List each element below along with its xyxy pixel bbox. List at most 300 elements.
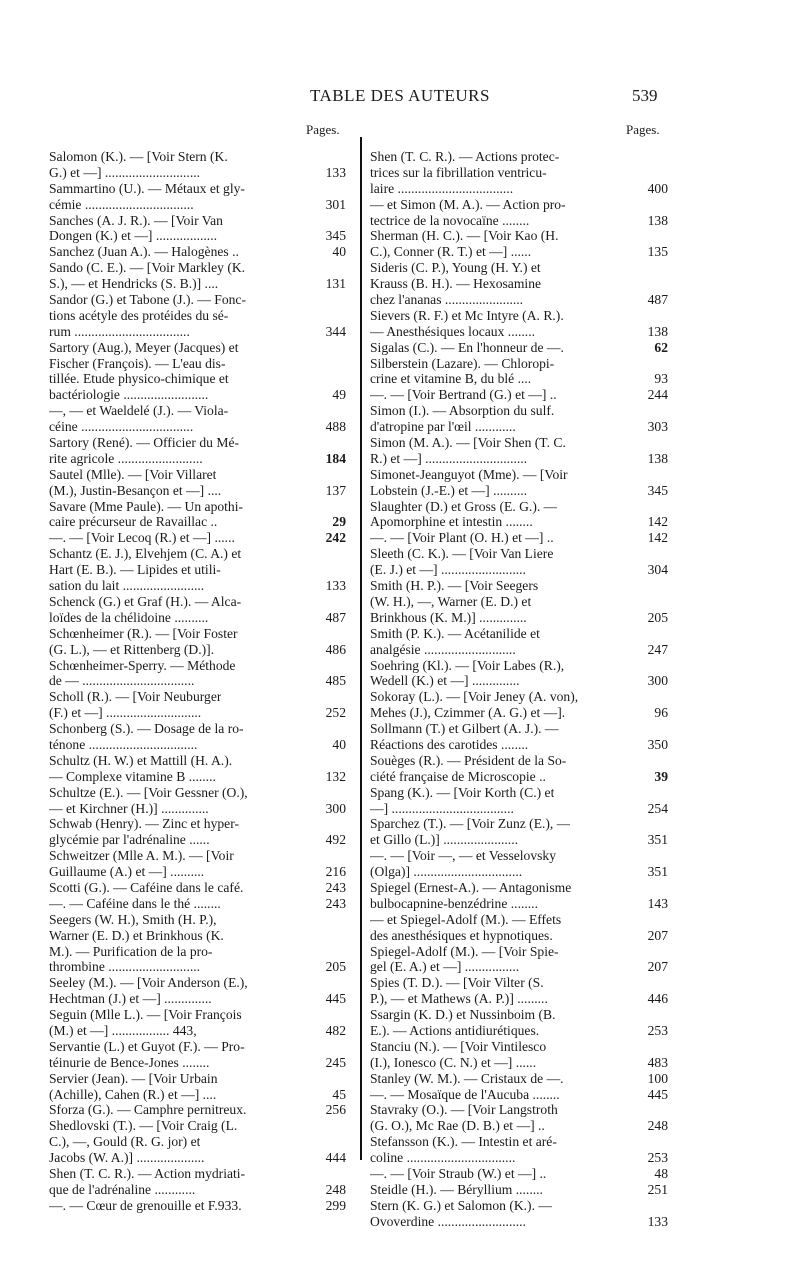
entry-text: Schenck (G.) et Graf (H.). — Alca- (49, 593, 242, 609)
index-entry-line (49, 1182, 346, 1198)
entry-text: Schultz (H. W.) et Mattill (H. A.). (49, 752, 233, 768)
entry-text: (M.) et —] ................. 443, (49, 1022, 197, 1038)
entry-page: 485 (325, 673, 346, 689)
index-entry-line (370, 546, 668, 562)
entry-text: P.), — et Mathews (A. P.)] ......... (370, 991, 548, 1007)
entry-text: Warner (E. D.) et Brinkhous (K. (49, 927, 224, 943)
entry-text: Simon (M. A.). — [Voir Shen (T. C. (370, 435, 566, 451)
entry-text: Sammartino (U.). — Métaux et gly- (49, 180, 245, 196)
entry-text: Spang (K.). — [Voir Korth (C.) et (370, 784, 555, 800)
entry-text: Apomorphine et intestin ........ (370, 514, 533, 530)
entry-text: Ssargin (K. D.) et Nussinboim (B. (370, 1007, 556, 1023)
entry-text: ténone ................................ (49, 736, 198, 752)
entry-page: 351 (647, 832, 668, 848)
entry-page: 252 (325, 705, 346, 721)
entry-text: Servier (Jean). — [Voir Urbain (49, 1070, 218, 1086)
entry-page: 486 (325, 641, 346, 657)
index-entry-line (49, 610, 346, 626)
index-entry-line (49, 308, 346, 324)
entry-text: Stern (K. G.) et Salomon (K.). — (370, 1197, 552, 1213)
entry-page: 138 (647, 212, 668, 228)
index-entry-line (49, 562, 346, 578)
entry-text: Mehes (J.), Czimmer (A. G.) et —]. (370, 705, 566, 721)
entry-text: Scholl (R.). — [Voir Neuburger (49, 689, 222, 705)
index-entry-line (370, 1198, 668, 1214)
entry-text: Schantz (E. J.), Elvehjem (C. A.) et (49, 546, 242, 562)
index-entry-line (370, 387, 668, 403)
index-entry-line (370, 419, 668, 435)
entry-page: 216 (325, 864, 346, 880)
index-entry-line (370, 944, 668, 960)
index-entry-line (49, 1071, 346, 1087)
entry-text: Sherman (H. C.). — [Voir Kao (H. (370, 228, 559, 244)
index-entry-line (370, 848, 668, 864)
entry-text: Stanciu (N.). — [Voir Vintilesco (370, 1038, 547, 1054)
entry-text: Simon (I.). — Absorption du sulf. (370, 403, 555, 419)
entry-text: Spies (T. D.). — [Voir Vilter (S. (370, 975, 544, 991)
entry-page: 248 (325, 1181, 346, 1197)
index-entry-line (49, 260, 346, 276)
entry-page: 351 (647, 864, 668, 880)
entry-text: thrombine ........................... (49, 959, 201, 975)
index-entry-line (49, 801, 346, 817)
entry-page: 301 (325, 196, 346, 212)
entry-page: 138 (647, 450, 668, 466)
index-entry-line (370, 165, 668, 181)
index-entry-line (49, 292, 346, 308)
entry-text: tectrice de la novocaïne ........ (370, 212, 530, 228)
index-entry-line (49, 737, 346, 753)
entry-text: laire .................................. (370, 180, 514, 196)
index-entry-line (49, 1087, 346, 1103)
index-entry-line (370, 928, 668, 944)
entry-text: (I.), Ionesco (C. N.) et —] ...... (370, 1054, 537, 1070)
entry-text: (W. H.), —, Warner (E. D.) et (370, 593, 532, 609)
index-entry-line (49, 149, 346, 165)
index-entry-line (370, 324, 668, 340)
entry-page: 487 (325, 609, 346, 625)
index-entry-line (370, 1214, 668, 1230)
entry-page: 62 (654, 339, 668, 355)
entry-text: —. — [Voir Bertrand (G.) et —] .. (370, 387, 557, 403)
entry-page: 400 (647, 180, 668, 196)
index-entry-line (49, 594, 346, 610)
index-entry-line (370, 260, 668, 276)
entry-text: sation du lait ........................ (49, 578, 205, 594)
index-entry-line (49, 244, 346, 260)
entry-text: Spiegel (Ernest-A.). — Antagonisme (370, 879, 572, 895)
index-entry-line (49, 944, 346, 960)
entry-text: Sokoray (L.). — [Voir Jeney (A. von), (370, 689, 579, 705)
index-entry-line (370, 864, 668, 880)
index-entry-line (370, 197, 668, 213)
entry-text: Sideris (C. P.), Young (H. Y.) et (370, 260, 541, 276)
entry-text: Schœnheimer (R.). — [Voir Foster (49, 625, 238, 641)
entry-text: Jacobs (W. A.)] .................... (49, 1150, 205, 1166)
entry-page: 244 (647, 387, 668, 403)
entry-text: téinurie de Bence-Jones ........ (49, 1054, 210, 1070)
entry-text: Schœnheimer-Sperry. — Méthode (49, 657, 236, 673)
entry-text: Schweitzer (Mlle A. M.). — [Voir (49, 848, 234, 864)
index-column-left (49, 149, 346, 1214)
index-entry-line (49, 356, 346, 372)
index-entry-line (370, 1039, 668, 1055)
entry-page: 96 (654, 705, 668, 721)
index-entry-line (370, 896, 668, 912)
index-entry-line (370, 435, 668, 451)
entry-text: —, — et Waeldelé (J.). — Viola- (49, 403, 229, 419)
entry-page: 483 (647, 1054, 668, 1070)
index-entry-line (370, 816, 668, 832)
entry-text: ciété française de Microscopie .. (370, 768, 546, 784)
index-entry-line (49, 864, 346, 880)
entry-page: 243 (325, 879, 346, 895)
entry-text: Sleeth (C. K.). — [Voir Van Liere (370, 546, 554, 562)
entry-text: chez l'ananas ....................... (370, 292, 524, 308)
entry-text: —. — Cœur de grenouille et F.933. (49, 1197, 242, 1213)
entry-text: Steidle (H.). — Béryllium ........ (370, 1181, 543, 1197)
index-entry-line (49, 1039, 346, 1055)
index-entry-line (370, 1102, 668, 1118)
entry-page: 49 (332, 387, 346, 403)
index-entry-line (49, 1007, 346, 1023)
index-entry-line (370, 1134, 668, 1150)
entry-text: E.). — Actions antidiurétiques. (370, 1022, 540, 1038)
index-entry-line (370, 1023, 668, 1039)
index-entry-line (49, 689, 346, 705)
entry-text: des anesthésiques et hypnotiques. (370, 927, 553, 943)
index-entry-line (370, 673, 668, 689)
entry-text: caire précurseur de Ravaillac .. (49, 514, 218, 530)
entry-text: Wedell (K.) et —] .............. (370, 673, 520, 689)
index-entry-line (49, 928, 346, 944)
index-entry-line (49, 276, 346, 292)
index-entry-line (49, 213, 346, 229)
entry-page: 207 (647, 959, 668, 975)
entry-text: tillée. Etude physico-chimique et (49, 371, 229, 387)
entry-text: bulbocapnine-benzédrine ........ (370, 895, 538, 911)
entry-text: crine et vitamine B, du blé .... (370, 371, 532, 387)
entry-text: —. — [Voir Plant (O. H.) et —] .. (370, 530, 554, 546)
index-entry-line (370, 769, 668, 785)
index-entry-line (49, 467, 346, 483)
index-entry-line (370, 975, 668, 991)
entry-page: 133 (325, 578, 346, 594)
index-entry-line (49, 673, 346, 689)
index-entry-line (370, 514, 668, 530)
entry-page: 303 (647, 419, 668, 435)
index-entry-line (370, 737, 668, 753)
index-entry-line (49, 705, 346, 721)
entry-page: 29 (332, 514, 346, 530)
entry-page: 251 (647, 1181, 668, 1197)
entry-text: Schonberg (S.). — Dosage de la ro- (49, 721, 244, 737)
entry-text: Scotti (G.). — Caféine dans le café. (49, 879, 244, 895)
entry-page: 446 (647, 991, 668, 1007)
pages-label-right: Pages. (626, 122, 660, 137)
entry-page: 344 (325, 323, 346, 339)
index-entry-line (370, 578, 668, 594)
entry-page: 350 (647, 736, 668, 752)
index-entry-line (49, 181, 346, 197)
entry-page: 133 (325, 164, 346, 180)
index-entry-line (49, 721, 346, 737)
index-entry-line (49, 419, 346, 435)
entry-text: Shen (T. C. R.). — Action mydriati- (49, 1166, 246, 1181)
entry-text: (F.) et —] ............................ (49, 705, 202, 721)
entry-page: 184 (325, 450, 346, 466)
entry-text: Sautel (Mlle). — [Voir Villaret (49, 466, 217, 482)
index-entry-line (49, 785, 346, 801)
index-entry-line (49, 371, 346, 387)
index-entry-line (49, 912, 346, 928)
entry-text: Soehring (Kl.). — [Voir Labes (R.), (370, 657, 565, 673)
entry-page: 138 (647, 323, 668, 339)
entry-page: 93 (654, 371, 668, 387)
index-entry-line (49, 1150, 346, 1166)
entry-page: 256 (325, 1102, 346, 1118)
entry-page: 48 (654, 1166, 668, 1181)
entry-text: Sigalas (C.). — En l'honneur de —. (370, 339, 564, 355)
entry-text: Réactions des carotides ........ (370, 736, 529, 752)
entry-text: —. — [Voir Lecoq (R.) et —] ...... (49, 530, 235, 546)
entry-text: analgésie ........................... (370, 641, 516, 657)
index-entry-line (49, 816, 346, 832)
index-entry-line (370, 483, 668, 499)
entry-text: rite agricole ......................... (49, 450, 203, 466)
index-entry-line (49, 848, 346, 864)
entry-text: Savare (Mme Paule). — Un apothi- (49, 498, 244, 514)
entry-text: Guillaume (A.) et —] .......... (49, 864, 205, 880)
page-title: TABLE DES AUTEURS (310, 86, 490, 105)
entry-page: 300 (647, 673, 668, 689)
entry-text: trices sur la fibrillation ventricu- (370, 164, 547, 180)
index-entry-line (49, 197, 346, 213)
entry-page: 488 (325, 419, 346, 435)
entry-page: 445 (647, 1086, 668, 1102)
index-entry-line (49, 832, 346, 848)
index-entry-line (370, 213, 668, 229)
entry-text: Sandor (G.) et Tabone (J.). — Fonc- (49, 292, 246, 308)
index-entry-line (370, 626, 668, 642)
entry-text: —] .................................... (370, 800, 514, 816)
index-entry-line (370, 721, 668, 737)
entry-text: Sforza (G.). — Camphre pernitreux. (49, 1102, 247, 1118)
entry-text: que de l'adrénaline ............ (49, 1181, 196, 1197)
entry-text: glycémie par l'adrénaline ...... (49, 832, 210, 848)
index-entry-line (370, 991, 668, 1007)
index-entry-line (49, 1055, 346, 1071)
entry-page: 300 (325, 800, 346, 816)
entry-text: tions acétyle des protéides du sé- (49, 307, 229, 323)
entry-page: 482 (325, 1022, 346, 1038)
entry-text: S.), — et Hendricks (S. B.)] .... (49, 276, 219, 292)
entry-page: 253 (647, 1150, 668, 1166)
entry-text: Sartory (René). — Officier du Mé- (49, 435, 240, 451)
entry-text: Schultze (E.). — [Voir Gessner (O.), (49, 784, 248, 800)
index-entry-line (49, 1134, 346, 1150)
column-divider (360, 137, 362, 1160)
entry-text: gel (E. A.) et —] ................ (370, 959, 520, 975)
entry-text: (Achille), Cahen (R.) et —] .... (49, 1086, 217, 1102)
entry-text: Hart (E. B.). — Lipides et utili- (49, 562, 221, 578)
index-entry-line (370, 1087, 668, 1103)
index-entry-line (49, 896, 346, 912)
page-number: 539 (632, 86, 658, 105)
entry-text: Sando (C. E.). — [Voir Markley (K. (49, 260, 246, 276)
index-entry-line (49, 626, 346, 642)
index-entry-line (49, 959, 346, 975)
index-entry-line (370, 610, 668, 626)
index-entry-line (370, 562, 668, 578)
entry-text: (Olga)] ................................ (370, 864, 523, 880)
entry-text: — et Kirchner (H.)] .............. (49, 800, 209, 816)
entry-text: Krauss (B. H.). — Hexosamine (370, 276, 542, 292)
entry-text: Sollmann (T.) et Gilbert (A. J.). — (370, 721, 559, 737)
entry-page: 135 (647, 244, 668, 260)
entry-page: 492 (325, 832, 346, 848)
entry-text: et Gillo (L.)] ...................... (370, 832, 518, 848)
entry-text: Ovoverdine .......................... (370, 1213, 526, 1229)
entry-text: —. — [Voir Straub (W.) et —] .. (370, 1166, 547, 1181)
index-entry-line (370, 276, 668, 292)
entry-page: 245 (325, 1054, 346, 1070)
index-entry-line (370, 832, 668, 848)
entry-text: Souèges (R.). — Président de la So- (370, 752, 567, 768)
entry-text: — Complexe vitamine B ........ (49, 768, 216, 784)
entry-text: Seeley (M.). — [Voir Anderson (E.), (49, 975, 248, 991)
entry-text: (G. L.), — et Rittenberg (D.)]. (49, 641, 215, 657)
index-entry-line (49, 324, 346, 340)
index-entry-line (370, 753, 668, 769)
entry-text: céine ................................. (49, 419, 194, 435)
entry-text: (E. J.) et —] ......................... (370, 562, 526, 578)
entry-text: Sievers (R. F.) et Mc Intyre (A. R.). (370, 307, 564, 323)
entry-page: 345 (325, 228, 346, 244)
entry-text: (G. O.), Mc Rae (D. B.) et —] .. (370, 1118, 545, 1134)
index-entry-line (49, 451, 346, 467)
index-entry-line (49, 499, 346, 515)
entry-text: d'atropine par l'œil ............ (370, 419, 516, 435)
index-entry-line (370, 705, 668, 721)
entry-text: Smith (P. K.). — Acétanilide et (370, 625, 540, 641)
entry-page: 445 (325, 991, 346, 1007)
entry-page: 253 (647, 1022, 668, 1038)
index-entry-line (370, 880, 668, 896)
entry-page: 243 (325, 895, 346, 911)
index-entry-line (49, 403, 346, 419)
entry-page: 137 (325, 482, 346, 498)
index-entry-line (370, 244, 668, 260)
index-entry-line (370, 594, 668, 610)
index-entry-line (370, 1150, 668, 1166)
index-entry-line (370, 689, 668, 705)
index-entry-line (370, 642, 668, 658)
index-entry-line (370, 1071, 668, 1087)
entry-page: 248 (647, 1118, 668, 1134)
entry-text: (M.), Justin-Besançon et —] .... (49, 482, 222, 498)
index-entry-line (49, 769, 346, 785)
index-entry-line (370, 658, 668, 674)
entry-text: Stanley (W. M.). — Cristaux de —. (370, 1070, 564, 1086)
entry-page: 207 (647, 927, 668, 943)
index-entry-line (49, 642, 346, 658)
entry-text: Brinkhous (K. M.)] .............. (370, 609, 527, 625)
entry-page: 39 (654, 768, 668, 784)
index-entry-line (49, 991, 346, 1007)
entry-page: 133 (647, 1213, 668, 1229)
entry-page: 345 (647, 482, 668, 498)
entry-text: —. — Caféine dans le thé ........ (49, 895, 221, 911)
entry-page: 142 (647, 530, 668, 546)
entry-text: G.) et —] ............................ (49, 164, 201, 180)
entry-page: 132 (325, 768, 346, 784)
entry-text: Seguin (Mlle L.). — [Voir François (49, 1007, 242, 1023)
entry-text: Slaughter (D.) et Gross (E. G.). — (370, 498, 558, 514)
index-entry-line (49, 1166, 346, 1182)
index-entry-line (370, 1055, 668, 1071)
index-entry-line (370, 292, 668, 308)
index-entry-line (49, 753, 346, 769)
index-entry-line (49, 546, 346, 562)
index-column-right (370, 149, 668, 1230)
entry-page: 142 (647, 514, 668, 530)
entry-page: 100 (647, 1070, 668, 1086)
index-entry-line (370, 356, 668, 372)
index-entry-line (370, 785, 668, 801)
index-entry-line (49, 578, 346, 594)
entry-page: 143 (647, 895, 668, 911)
entry-text: Sanches (A. J. R.). — [Voir Van (49, 212, 223, 228)
index-entry-line (49, 880, 346, 896)
index-entry-line (370, 149, 668, 165)
entry-text: —. — [Voir —, — et Vesselovsky (370, 848, 557, 864)
entry-page: 40 (332, 244, 346, 260)
entry-page: 444 (325, 1150, 346, 1166)
index-entry-line (49, 514, 346, 530)
entry-page: 131 (325, 276, 346, 292)
index-entry-line (370, 340, 668, 356)
entry-page: 205 (647, 609, 668, 625)
entry-text: C.), —, Gould (R. G. jor) et (49, 1134, 201, 1150)
index-entry-line (370, 308, 668, 324)
entry-text: Salomon (K.). — [Voir Stern (K. (49, 149, 228, 164)
index-entry-line (370, 467, 668, 483)
index-entry-line (370, 530, 668, 546)
entry-text: Fischer (François). — L'eau dis- (49, 355, 226, 371)
entry-page: 247 (647, 641, 668, 657)
entry-text: Simonet-Jeanguyot (Mme). — [Voir (370, 466, 568, 482)
index-entry-line (370, 959, 668, 975)
entry-text: Schwab (Henry). — Zinc et hyper- (49, 816, 239, 832)
entry-page: 242 (325, 530, 346, 546)
entry-text: Stavraky (O.). — [Voir Langstroth (370, 1102, 558, 1118)
entry-text: Sartory (Aug.), Meyer (Jacques) et (49, 339, 239, 355)
entry-text: Shedlovski (T.). — [Voir Craig (L. (49, 1118, 238, 1134)
entry-text: cémie ................................ (49, 196, 194, 212)
index-entry-line (49, 228, 346, 244)
entry-text: Spiegel-Adolf (M.). — [Voir Spie- (370, 943, 559, 959)
entry-text: — et Simon (M. A.). — Action pro- (370, 196, 566, 212)
entry-text: C.), Conner (R. T.) et —] ...... (370, 244, 532, 260)
index-entry-line (49, 1102, 346, 1118)
index-entry-line (49, 1023, 346, 1039)
entry-text: R.) et —] .............................. (370, 450, 528, 466)
entry-page: 254 (647, 800, 668, 816)
entry-text: — et Spiegel-Adolf (M.). — Effets (370, 911, 562, 927)
index-entry-line (370, 499, 668, 515)
entry-text: Seegers (W. H.), Smith (H. P.), (49, 911, 217, 927)
